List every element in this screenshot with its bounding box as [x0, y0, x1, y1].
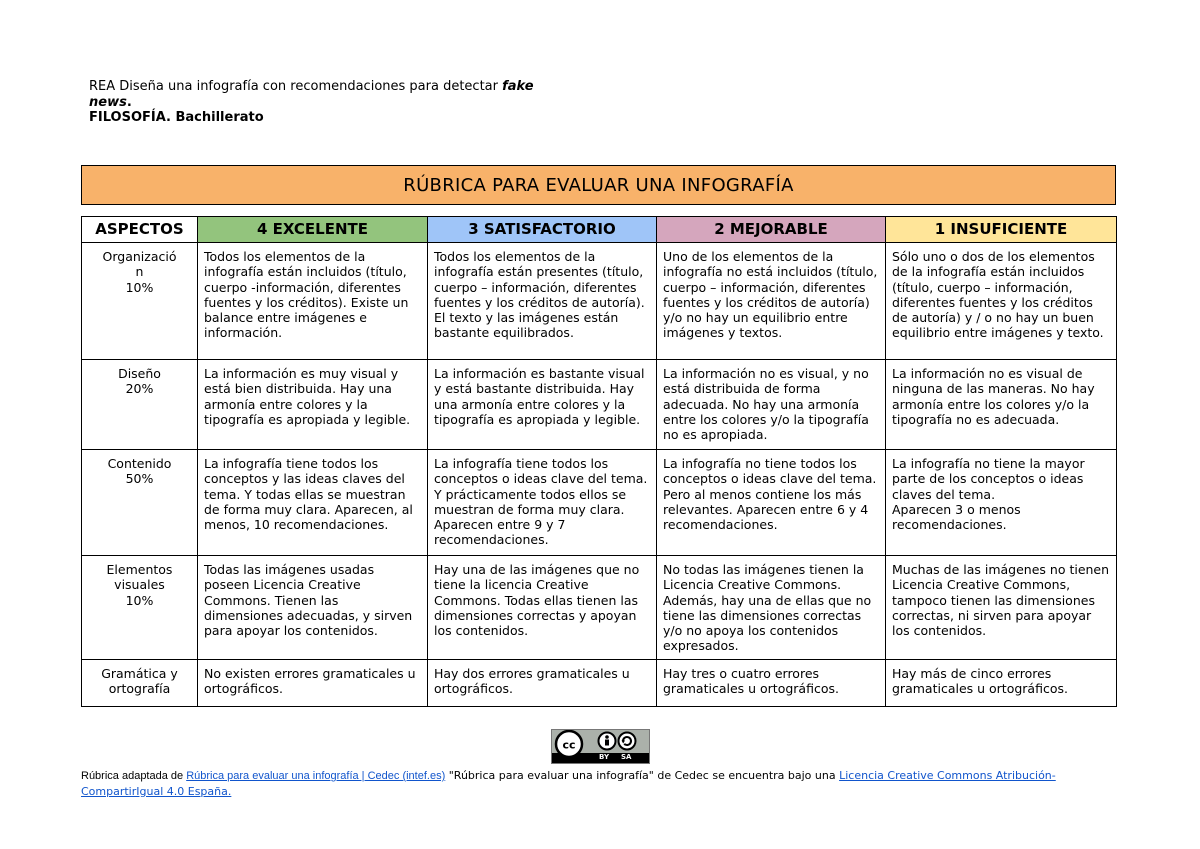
rubric-row-organizacion [82, 243, 1117, 360]
criterion-cell: Todas las imágenes usadas poseen Licencia Creative Commons. Tienen las dimensiones adecuadas, y sirven para apoyar los contenidos. [198, 556, 428, 660]
cc-by-sa-icon [551, 729, 650, 764]
header-line-3: FILOSOFÍA. Bachillerato [89, 110, 264, 125]
aspect-cell: Diseño 20% [82, 360, 198, 450]
criterion-cell: Uno de los elementos de la infografía no está incluidos (título, cuerpo – información, diferentes fuentes y los créditos de autoría) y/o no hay un equilibrio entre imágenes y textos. [657, 243, 886, 360]
criterion-cell: La infografía no tiene la mayor parte de los conceptos o ideas claves del tema. Aparecen 3 o menos recomendaciones. [886, 450, 1117, 556]
criterion-cell: La información es bastante visual y está bastante distribuida. Hay una armonía entre colores y la tipografía es apropiada y legible. [428, 360, 657, 450]
criterion-cell: Hay una de las imágenes que no tiene la licencia Creative Commons. Todas ellas tienen las dimensiones correctas y apoyan los contenidos. [428, 556, 657, 660]
criterion-cell: Hay tres o cuatro errores gramaticales u ortográficos. [657, 660, 886, 707]
rubric-row-diseno [82, 360, 1117, 450]
column-header-excelente: 4 EXCELENTE [198, 217, 428, 243]
rubric-table [81, 216, 1117, 707]
footer-link-cedec[interactable]: Rúbrica para evaluar una infografía | Cedec (intef.es) [186, 770, 446, 782]
criterion-cell: Hay dos errores gramaticales u ortográficos. [428, 660, 657, 707]
cc-sa-label: SA [621, 753, 632, 761]
rubric-row-gramatica [82, 660, 1117, 707]
footer-link-license[interactable]: Licencia Creative Commons Atribución-CompartirIgual 4.0 España. [81, 769, 1056, 798]
aspect-cell: Elementos visuales 10% [82, 556, 198, 660]
rubric-row-contenido [82, 450, 1117, 556]
rubric-row-elementos-visuales [82, 556, 1117, 660]
criterion-cell: No existen errores gramaticales u ortográficos. [198, 660, 428, 707]
aspect-cell: Organizació n 10% [82, 243, 198, 360]
criterion-cell: La infografía tiene todos los conceptos y las ideas claves del tema. Y todas ellas se muestran de forma muy clara. Aparecen, al menos, 10 recomendaciones. [198, 450, 428, 556]
document-header [89, 79, 609, 126]
header-line-2: news. [89, 94, 132, 110]
criterion-cell: La información no es visual, y no está distribuida de forma adecuada. No hay una armonía entre los colores y/o la tipografía no es apropiada. [657, 360, 886, 450]
aspect-cell: Contenido 50% [82, 450, 198, 556]
criterion-cell: La infografía no tiene todos los conceptos o ideas clave del tema. Pero al menos contiene los más relevantes. Aparecen entre 6 y 4 recomendaciones. [657, 450, 886, 556]
header-line-1: REA Diseña una infografía con recomendaciones para detectar fake [89, 79, 534, 94]
rubric-header-row [82, 217, 1117, 243]
criterion-cell: La información es muy visual y está bien distribuida. Hay una armonía entre colores y la tipografía es apropiada y legible. [198, 360, 428, 450]
criterion-cell: No todas las imágenes tienen la Licencia Creative Commons. Además, hay una de ellas que no tiene las dimensiones correctas y/o no apoya los contenidos expresados. [657, 556, 886, 660]
column-header-insuficiente: 1 INSUFICIENTE [886, 217, 1117, 243]
footer-attribution: Rúbrica adaptada de Rúbrica para evaluar una infografía | Cedec (intef.es) "Rúbrica para evaluar una infografía" de Cedec se encuentra bajo una Licencia Creative Commons Atribución-CompartirIgual 4.0 España. [81, 769, 1056, 798]
column-header-satisfactorio: 3 SATISFACTORIO [428, 217, 657, 243]
criterion-cell: Sólo uno o dos de los elementos de la infografía están incluidos (título, cuerpo – información, diferentes fuentes y los créditos de autoría) y / o no hay un buen equilibrio entre imágenes y texto. [886, 243, 1117, 360]
criterion-cell: La información no es visual de ninguna de las maneras. No hay armonía entre los colores y/o la tipografía no es adecuada. [886, 360, 1117, 450]
criterion-cell: Muchas de las imágenes no tienen Licencia Creative Commons, tampoco tienen las dimensiones correctas, ni sirven para apoyar los contenidos. [886, 556, 1117, 660]
aspect-cell: Gramática y ortografía [82, 660, 198, 707]
column-header-mejorable: 2 MEJORABLE [657, 217, 886, 243]
criterion-cell: La infografía tiene todos los conceptos o ideas clave del tema. Y prácticamente todos ellos se muestran de forma muy clara. Aparecen entre 9 y 7 recomendaciones. [428, 450, 657, 556]
svg-text:cc: cc [562, 738, 576, 752]
criterion-cell: Todos los elementos de la infografía están incluidos (título, cuerpo -información, diferentes fuentes y los créditos). Existe un balance entre imágenes e información. [198, 243, 428, 360]
column-header-aspectos: ASPECTOS [82, 217, 198, 243]
rubric-title: RÚBRICA PARA EVALUAR UNA INFOGRAFÍA [81, 165, 1116, 205]
cc-by-label: BY [599, 753, 610, 761]
criterion-cell: Todos los elementos de la infografía están presentes (título, cuerpo – información, diferentes fuentes y los créditos de autoría). El texto y las imágenes están bastante equilibrados. [428, 243, 657, 360]
criterion-cell: Hay más de cinco errores gramaticales u ortográficos. [886, 660, 1117, 707]
